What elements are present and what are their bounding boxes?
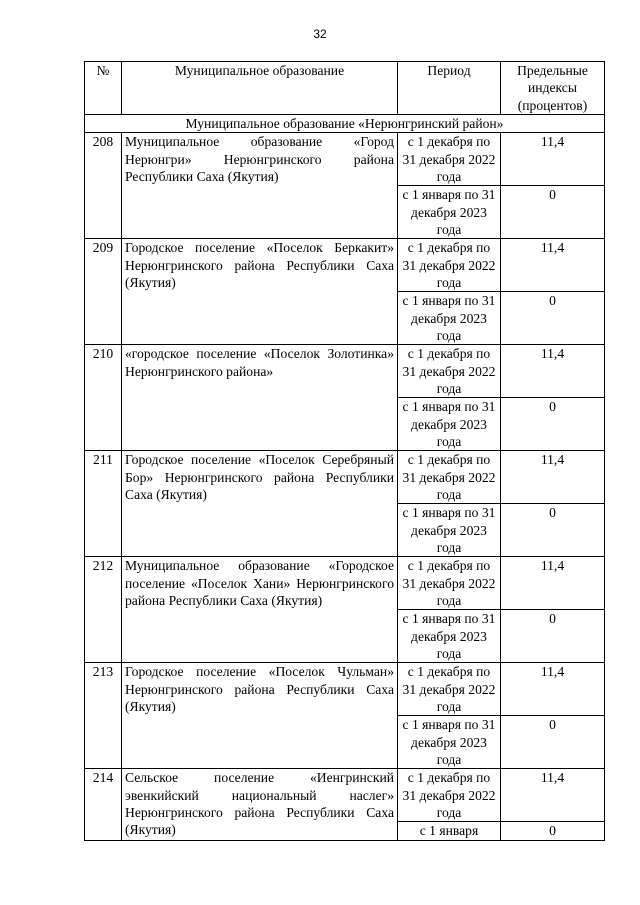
municipality-name: Городское поселение «Поселок Серебряный Бор» Нерюнгринского района Республики Саха (Якутия) [122, 451, 398, 557]
period-cell: с 1 декабря по 31 декабря 2022 года [398, 557, 501, 610]
index-cell: 11,4 [501, 239, 605, 292]
index-cell: 11,4 [501, 557, 605, 610]
period-cell: с 1 декабря по 31 декабря 2022 года [398, 769, 501, 822]
section-row [85, 115, 605, 133]
row-number: 209 [85, 239, 122, 345]
index-cell: 11,4 [501, 663, 605, 716]
period-cell: с 1 января по 31 декабря 2023 года [398, 504, 501, 557]
period-cell: с 1 января по 31 декабря 2023 года [398, 610, 501, 663]
table-header-row [85, 62, 605, 115]
period-cell: с 1 января по 31 декабря 2023 года [398, 398, 501, 451]
period-cell: с 1 января по 31 декабря 2023 года [398, 292, 501, 345]
header-municipality: Муниципальное образование [122, 62, 398, 115]
header-number: № [85, 62, 122, 115]
index-cell: 0 [501, 716, 605, 769]
section-title: Муниципальное образование «Нерюнгринский район» [85, 115, 605, 133]
row-number: 212 [85, 557, 122, 663]
header-period: Период [398, 62, 501, 115]
index-cell: 0 [501, 186, 605, 239]
row-number: 213 [85, 663, 122, 769]
period-cell: с 1 декабря по 31 декабря 2022 года [398, 133, 501, 186]
row-number: 214 [85, 769, 122, 840]
municipality-name: Городское поселение «Поселок Беркакит» Нерюнгринского района Республики Саха (Якутия) [122, 239, 398, 345]
index-cell: 11,4 [501, 133, 605, 186]
tariff-index-table [84, 61, 605, 841]
period-cell: с 1 декабря по 31 декабря 2022 года [398, 663, 501, 716]
period-cell: с 1 декабря по 31 декабря 2022 года [398, 239, 501, 292]
table-row [85, 133, 605, 186]
row-number: 211 [85, 451, 122, 557]
index-cell: 0 [501, 292, 605, 345]
table-row [85, 769, 605, 822]
row-number: 208 [85, 133, 122, 239]
row-number: 210 [85, 345, 122, 451]
page-number: 32 [313, 27, 327, 41]
table-row [85, 345, 605, 398]
period-cell: с 1 января [398, 822, 501, 840]
municipality-name: Муниципальное образование «Городское поселение «Поселок Хани» Нерюнгринского района Республики Саха (Якутия) [122, 557, 398, 663]
period-cell: с 1 января по 31 декабря 2023 года [398, 716, 501, 769]
index-cell: 0 [501, 822, 605, 840]
header-limit-index: Предельные индексы (процентов) [501, 62, 605, 115]
municipality-name: «городское поселение «Поселок Золотинка» Нерюнгринского района» [122, 345, 398, 451]
index-cell: 11,4 [501, 451, 605, 504]
table-row [85, 557, 605, 610]
table-row [85, 239, 605, 292]
index-cell: 11,4 [501, 345, 605, 398]
index-cell: 11,4 [501, 769, 605, 822]
index-cell: 0 [501, 610, 605, 663]
period-cell: с 1 декабря по 31 декабря 2022 года [398, 451, 501, 504]
period-cell: с 1 января по 31 декабря 2023 года [398, 186, 501, 239]
index-cell: 0 [501, 398, 605, 451]
table-row [85, 451, 605, 504]
table-row [85, 663, 605, 716]
municipality-name: Муниципальное образование «Город Нерюнгри» Нерюнгринского района Республики Саха (Якутия) [122, 133, 398, 239]
index-cell: 0 [501, 504, 605, 557]
municipality-name: Сельское поселение «Иенгринский эвенкийский национальный наслег» Нерюнгринского района Республики Саха (Якутия) [122, 769, 398, 840]
municipality-name: Городское поселение «Поселок Чульман» Нерюнгринского района Республики Саха (Якутия) [122, 663, 398, 769]
period-cell: с 1 декабря по 31 декабря 2022 года [398, 345, 501, 398]
